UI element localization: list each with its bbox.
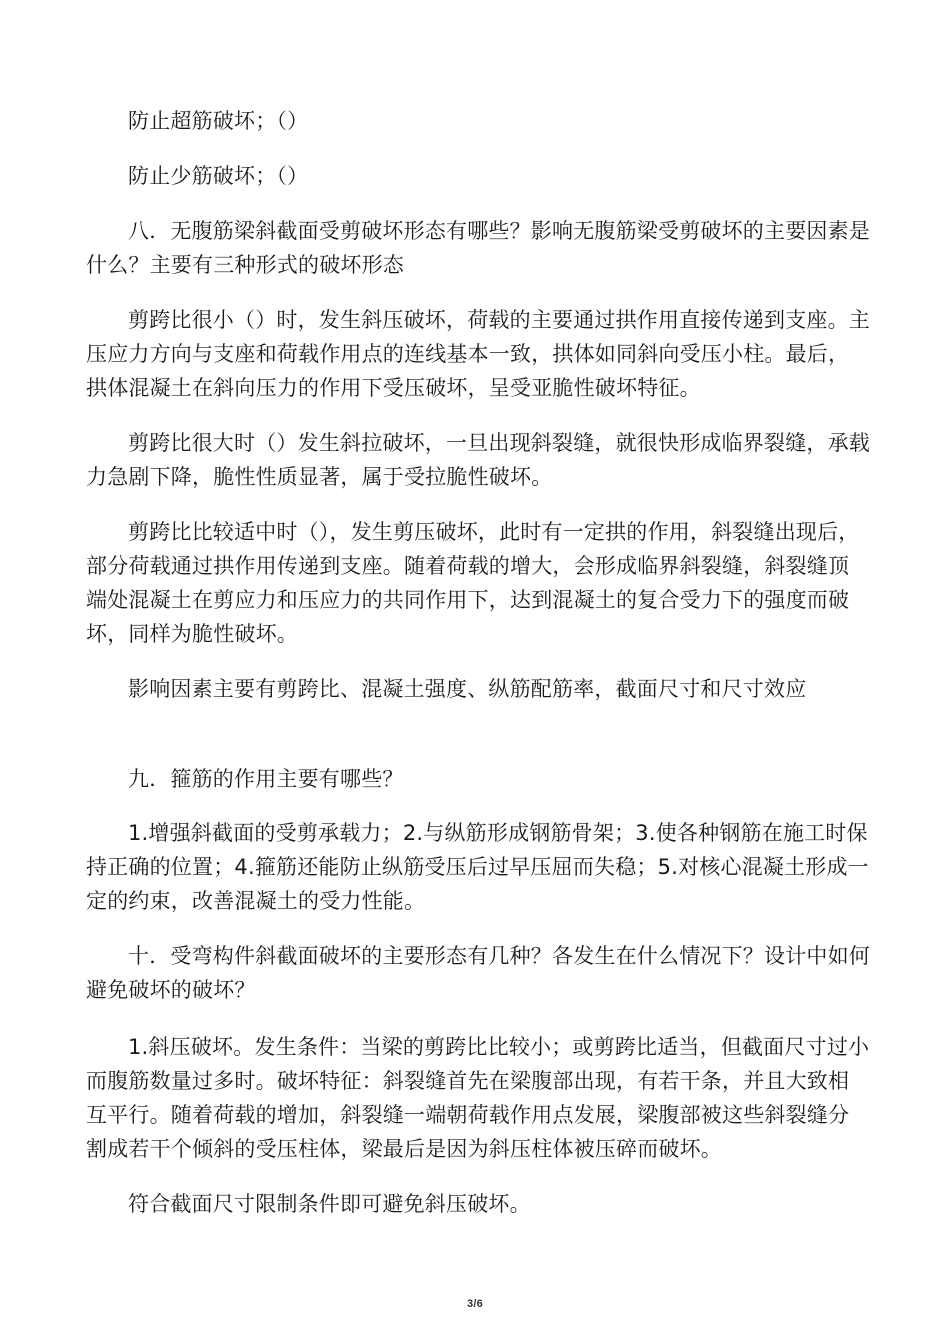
question-9-heading: 九．箍筋的作用主要有哪些？ bbox=[128, 767, 404, 791]
question-8-heading: 八．无腹筋梁斜截面受剪破坏形态有哪些？影响无腹筋梁受剪破坏的主要因素是什么？主要有三种形式的破坏形态 bbox=[86, 219, 870, 277]
paragraph-anti-over-reinforced: 防止超筋破坏；（） bbox=[128, 109, 309, 133]
paragraph-diagonal-compression: 剪跨比很小（）时，发生斜压破坏，荷载的主要通过拱作用直接传递到支座。主压应力方向与支座和荷载作用点的连线基本一致，拱体如同斜向受压小柱。最后，拱体混凝土在斜向压力的作用下受压破坏，呈受亚脆性破坏特征。 bbox=[86, 308, 870, 400]
paragraph-shear-compression: 剪跨比比较适中时（），发生剪压破坏，此时有一定拱的作用，斜裂缝出现后，部分荷载通过拱作用传递到支座。随着荷载的增大，会形成临界斜裂缝，斜裂缝顶端处混凝土在剪应力和压应力的共同作用下，达到混凝土的复合受力下的强度而破坏，同样为脆性破坏。 bbox=[86, 520, 860, 646]
paragraph-anti-under-reinforced: 防止少筋破坏；（） bbox=[128, 164, 309, 188]
answer-9-stirrup-functions: 1.增强斜截面的受剪承载力；2.与纵筋形成钢筋骨架；3.使各种钢筋在施工时保持正确的位置；4.箍筋还能防止纵筋受压后过早压屈而失稳；5.对核心混凝土形成一定的约束，改善混凝土的受力性能。 bbox=[86, 821, 869, 913]
paragraph-influencing-factors: 影响因素主要有剪跨比、混凝土强度、纵筋配筋率，截面尺寸和尺寸效应 bbox=[128, 677, 807, 701]
answer-10-diagonal-compression: 1.斜压破坏。发生条件：当梁的剪跨比比较小；或剪跨比适当，但截面尺寸过小而腹筋数量过多时。破坏特征：斜裂缝首先在梁腹部出现，有若干条，并且大致相互平行。随着荷载的增加，斜裂缝一端朝荷载作用点发展，梁腹部被这些斜裂缝分割成若干个倾斜的受压柱体，梁最后是因为斜压柱体被压碎而破坏。 bbox=[86, 1035, 870, 1161]
page-number: 3/6 bbox=[467, 1298, 483, 1310]
paragraph-diagonal-tension: 剪跨比很大时（）发生斜拉破坏，一旦出现斜裂缝，就很快形成临界裂缝，承载力急剧下降，脆性性质显著，属于受拉脆性破坏。 bbox=[86, 431, 870, 489]
paragraph-avoid-diagonal-compression: 符合截面尺寸限制条件即可避免斜压破坏。 bbox=[128, 1192, 531, 1216]
question-10-heading: 十．受弯构件斜截面破坏的主要形态有几种？各发生在什么情况下？设计中如何避免破坏的破坏？ bbox=[86, 944, 870, 1002]
